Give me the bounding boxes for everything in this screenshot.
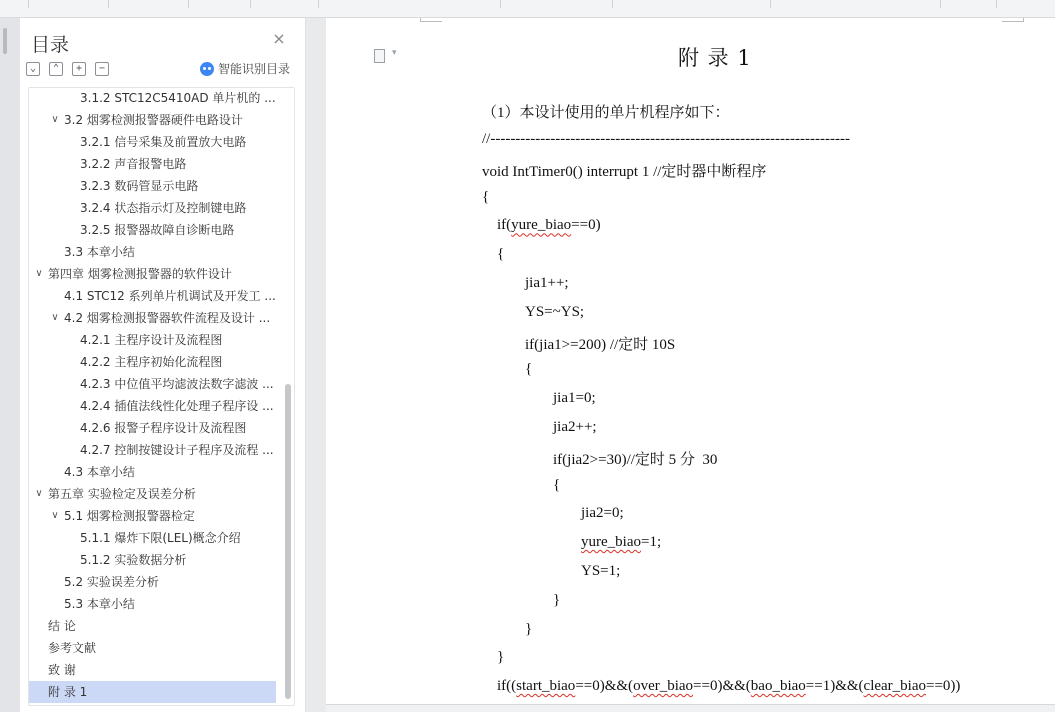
smart-recognize-button[interactable] (200, 60, 290, 77)
code-line: { (497, 246, 505, 263)
code-line: jia1++; (525, 275, 569, 291)
toc-item-label: 3.2.5 报警器故障自诊断电路 (80, 223, 235, 237)
chevron-down-icon[interactable]: ∨ (51, 510, 59, 521)
toc-item[interactable] (29, 153, 276, 175)
code-line: if((start_biao==0)&&(over_biao==0)&&(bao_biao==1)&&(clear_biao==0)) (497, 678, 961, 695)
top-toolbar-strip (0, 0, 1055, 18)
toc-item-label: 致 谢 (48, 663, 76, 677)
document-page[interactable] (326, 18, 1055, 708)
toc-item-label: 3.2 烟雾检测报警器硬件电路设计 (64, 113, 243, 127)
toc-item[interactable] (29, 549, 276, 571)
toc-item-label: 3.2.4 状态指示灯及控制键电路 (80, 201, 247, 215)
code-line: if(jia2>=30)//定时 5 分 30 (553, 451, 718, 468)
toc-item[interactable] (29, 659, 276, 681)
code-line: { (525, 361, 533, 378)
toc-item[interactable] (29, 483, 276, 505)
toc-item[interactable] (29, 241, 276, 263)
toc-list (28, 87, 295, 706)
chevron-down-icon[interactable]: ∨ (51, 114, 59, 125)
toc-item[interactable] (29, 219, 276, 241)
toc-item[interactable] (29, 285, 276, 307)
toc-item-label: 4.2.4 插值法线性化处理子程序设 ... (80, 399, 274, 413)
toc-item[interactable] (29, 505, 276, 527)
toc-item-label: 4.2.3 中位值平均滤波法数字滤波 ... (80, 377, 274, 391)
toc-item[interactable] (29, 439, 276, 461)
toc-item-label: 第五章 实验检定及误差分析 (48, 487, 196, 501)
toc-item[interactable] (29, 395, 276, 417)
code-line: if(jia1>=200) //定时 10S (525, 336, 676, 353)
toc-item[interactable] (29, 329, 276, 351)
code-line: } (553, 591, 561, 608)
toc-item[interactable] (29, 637, 276, 659)
toc-item-label: 3.3 本章小结 (64, 245, 135, 259)
toc-item-label: 4.1 STC12 系列单片机调试及开发工 ... (64, 289, 276, 303)
expand-up-icon[interactable]: ⌃ (49, 62, 63, 76)
toc-item[interactable] (29, 109, 276, 131)
toc-title: 目录 (31, 34, 70, 56)
toc-item-label: 5.2 实验误差分析 (64, 575, 159, 589)
toc-tools (26, 62, 109, 76)
toc-item-label: 4.2 烟雾检测报警器软件流程及设计 ... (64, 311, 271, 325)
toc-panel (20, 18, 306, 712)
code-line: { (482, 188, 490, 205)
close-icon[interactable]: × (272, 29, 286, 48)
toc-item-label: 5.1.2 实验数据分析 (80, 553, 187, 567)
code-line: } (525, 620, 533, 637)
code-line: jia1=0; (553, 390, 596, 407)
toc-item[interactable] (29, 131, 276, 153)
code-line: void IntTimer0() interrupt 1 //定时器中断程序 (482, 163, 767, 180)
smart-recognize-label: 智能识别目录 (218, 62, 291, 76)
toc-item-label: 附 录 1 (48, 685, 88, 699)
toc-item-label: 4.2.7 控制按键设计子程序及流程 ... (80, 443, 274, 457)
code-line: if(yure_biao==0) (497, 217, 601, 234)
chevron-down-icon[interactable]: ∨ (35, 488, 43, 499)
toc-item[interactable] (29, 461, 276, 483)
toc-item[interactable] (29, 681, 276, 703)
toc-item[interactable] (29, 593, 276, 615)
add-level-icon[interactable]: + (72, 62, 86, 76)
code-line: YS=~YS; (525, 303, 585, 320)
toc-item-label: 3.1.2 STC12C5410AD 单片机的 ... (80, 91, 276, 105)
toc-item-label: 5.1 烟雾检测报警器检定 (64, 509, 195, 523)
toc-item-label: 结 论 (48, 619, 76, 633)
robot-icon (200, 62, 214, 76)
toc-item-label: 4.2.6 报警子程序设计及流程图 (80, 421, 247, 435)
toc-scrollbar-thumb[interactable] (285, 384, 291, 699)
toc-item-label: 参考文献 (48, 641, 97, 655)
chevron-down-icon[interactable]: ∨ (35, 268, 43, 279)
intro-text: （1）本设计使用的单片机程序如下： (482, 105, 730, 121)
toc-item-label: 5.3 本章小结 (64, 597, 135, 611)
code-line: jia2=0; (581, 505, 624, 522)
code-line: jia2++; (553, 419, 597, 435)
toc-item-label: 4.2.1 主程序设计及流程图 (80, 333, 223, 347)
toc-item-label: 3.2.2 声音报警电路 (80, 157, 187, 171)
toc-item-label: 4.2.2 主程序初始化流程图 (80, 355, 223, 369)
toc-item[interactable] (29, 263, 276, 285)
toc-item[interactable] (29, 373, 276, 395)
toc-item[interactable] (29, 87, 276, 109)
page-icon (374, 49, 385, 63)
document-menu-icon[interactable] (374, 48, 404, 64)
code-line: YS=1; (581, 563, 621, 579)
toc-item[interactable] (29, 571, 276, 593)
toc-item[interactable] (29, 307, 276, 329)
left-gutter (0, 18, 20, 712)
toc-item[interactable] (29, 175, 276, 197)
toc-item-label: 3.2.3 数码管显示电路 (80, 179, 199, 193)
remove-level-icon[interactable]: − (95, 62, 109, 76)
toc-item[interactable] (29, 527, 276, 549)
chevron-down-icon: ▾ (392, 48, 397, 58)
collapse-all-icon[interactable]: ⌄ (26, 62, 40, 76)
page-corner-mark (1002, 18, 1024, 22)
toc-item[interactable] (29, 197, 276, 219)
code-line: { (553, 476, 561, 493)
appendix-title: 附 录 1 (678, 46, 752, 70)
toc-item[interactable] (29, 417, 276, 439)
toc-item-label: 4.3 本章小结 (64, 465, 135, 479)
toc-item-label: 3.2.1 信号采集及前置放大电路 (80, 135, 247, 149)
toc-item-label: 第四章 烟雾检测报警器的软件设计 (48, 267, 232, 281)
code-line: } (497, 649, 505, 666)
toc-item[interactable] (29, 615, 276, 637)
toc-item-label: 5.1.1 爆炸下限(LEL)概念介绍 (80, 531, 241, 545)
toc-item[interactable] (29, 351, 276, 373)
gutter-scroll-thumb[interactable] (3, 28, 7, 54)
horizontal-scrollbar[interactable] (326, 704, 1055, 712)
code-line: yure_biao=1; (581, 534, 662, 551)
chevron-down-icon[interactable]: ∨ (51, 312, 59, 323)
code-line: //------------------------------------------------------------------------ (482, 131, 850, 147)
page-corner-mark (420, 18, 442, 22)
